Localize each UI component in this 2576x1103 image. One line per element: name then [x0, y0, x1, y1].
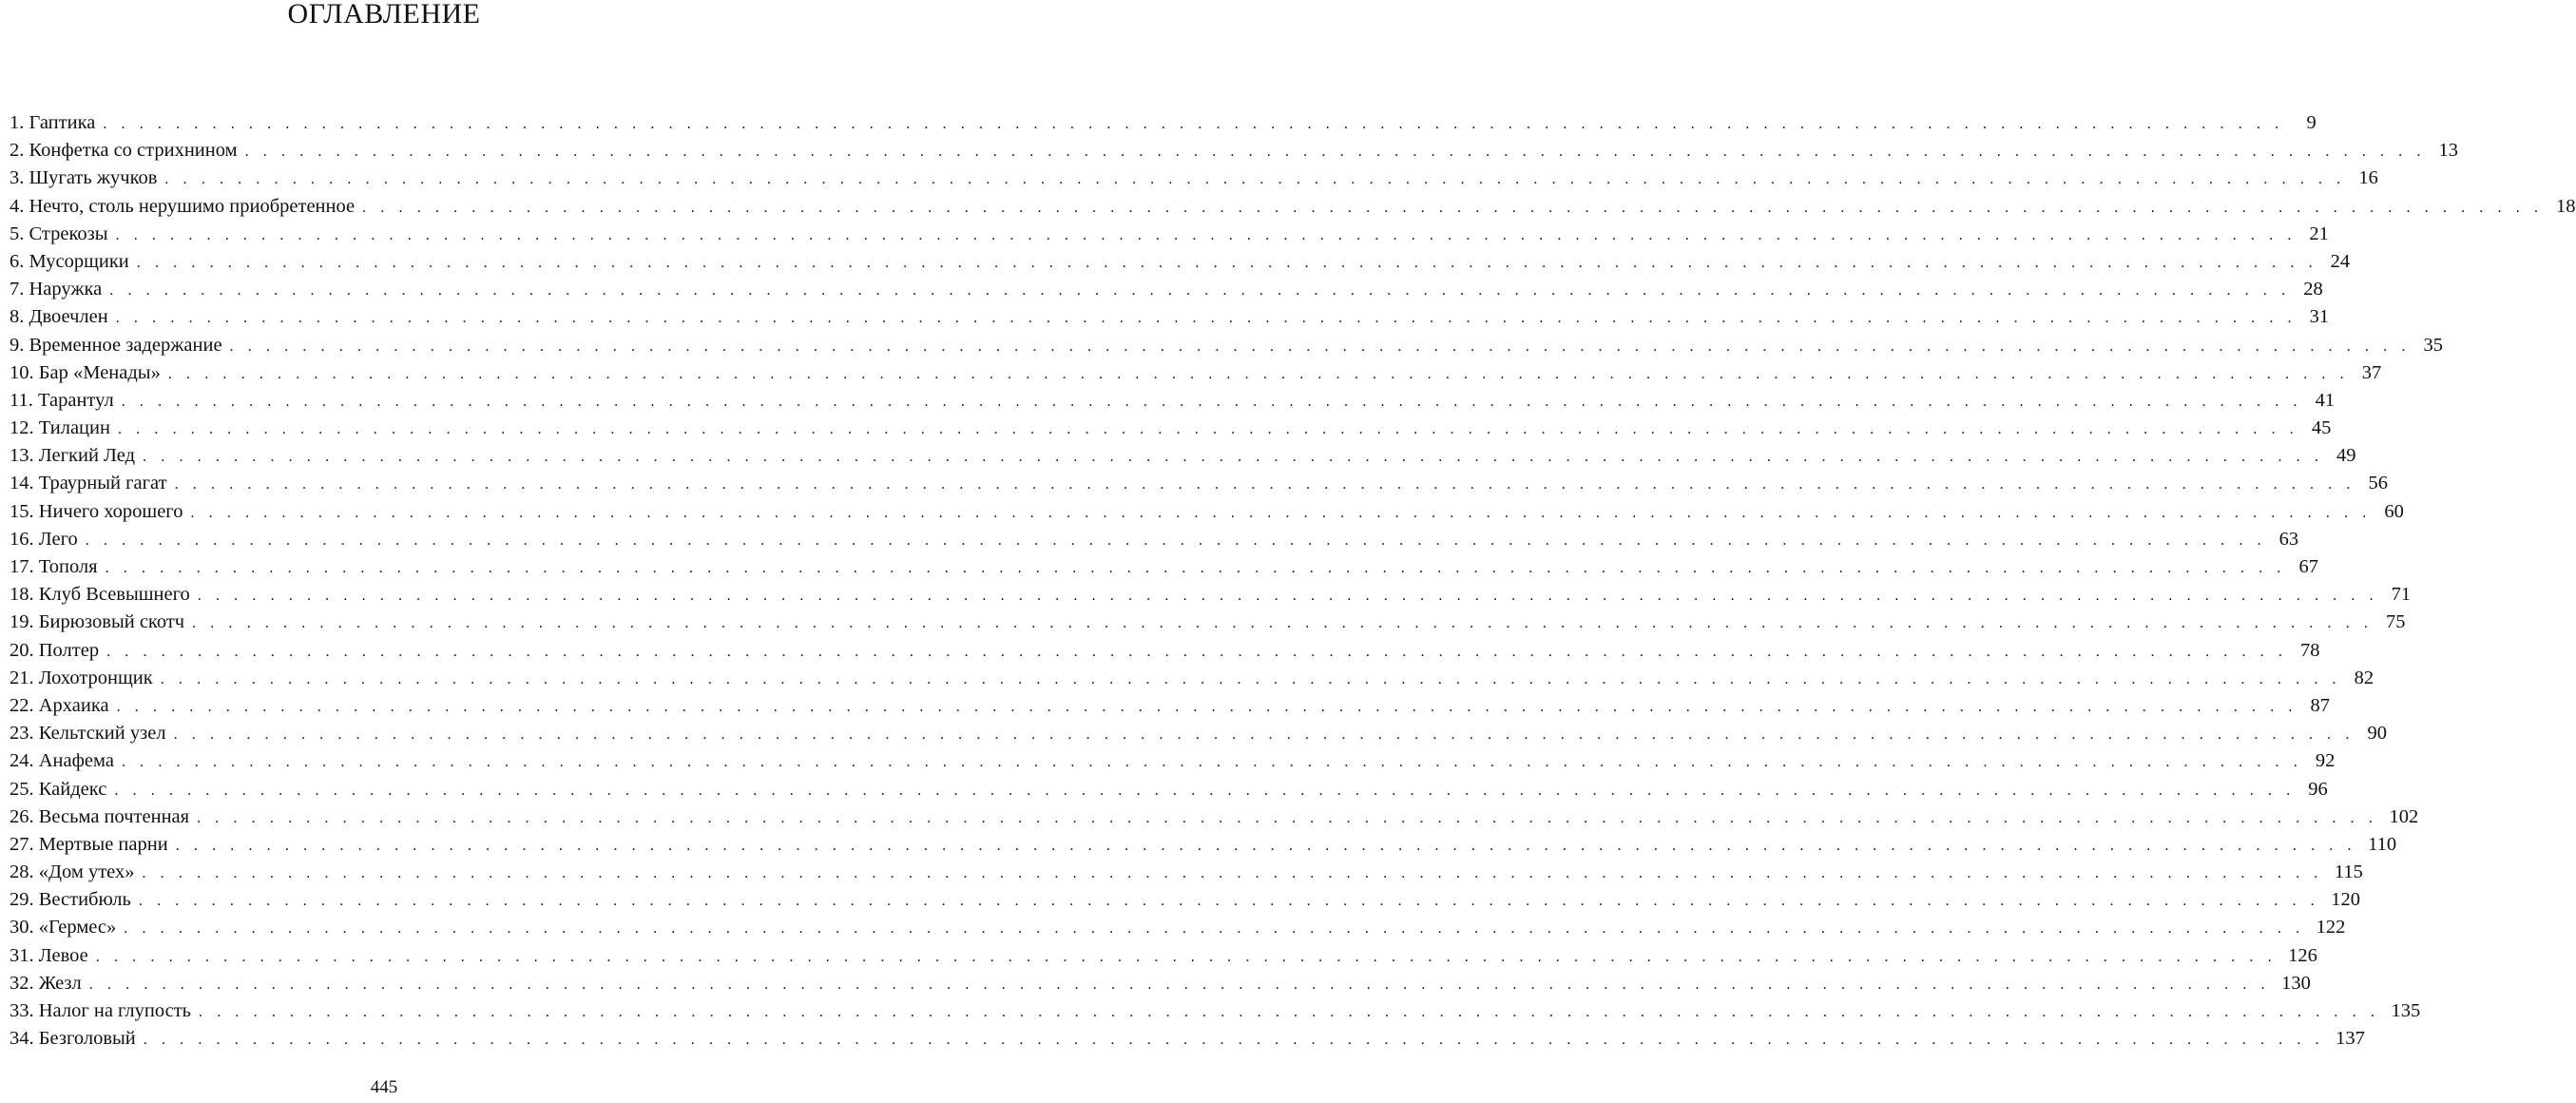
- toc-entry-title: 2. Конфетка со стрихнином: [10, 140, 238, 162]
- toc-entry-page: 35: [2423, 334, 2443, 356]
- dot-leader: . . . . . . . . . . . . . . . . . . . . . . . . . . . . . . . . . . . . . . . . . . . . . . . . . . . . . . . . . . . . . . . . . . . . . . . . . . . . . . . . . . . . . . . . . . . . . . . . . . . . . . . . . . . . . . . . . . . . . . . .: [115, 226, 2297, 243]
- toc-entry[interactable]: [10, 137, 2458, 164]
- toc-entry[interactable]: [10, 886, 2361, 914]
- toc-entry-page: 16: [2358, 167, 2378, 189]
- dot-leader: . . . . . . . . . . . . . . . . . . . . . . . . . . . . . . . . . . . . . . . . . . . . . . . . . . . . . . . . . . . . . . . . . . . . . . . . . . . . . . . . . . . . . . . . . . . . . . . . . . . . . . . . . . . . . . . . . . . . . . . .: [106, 643, 2288, 660]
- toc-entry-page: 87: [2310, 694, 2331, 716]
- toc-entry-page: 130: [2281, 972, 2311, 994]
- toc-entry[interactable]: [10, 914, 2346, 941]
- dot-leader: . . . . . . . . . . . . . . . . . . . . . . . . . . . . . . . . . . . . . . . . . . . . . . . . . . . . . . . . . . . . . . . . . . . . . . . . . . . . . . . . . . . . . . . . . . . . . . . . . . . . . . . . . . . . . . . . . . . . . . . .: [142, 865, 2323, 882]
- toc-entry-page: 28: [2303, 279, 2323, 300]
- toc-entry-title: 11. Тарантул: [10, 389, 114, 411]
- dot-leader: . . . . . . . . . . . . . . . . . . . . . . . . . . . . . . . . . . . . . . . . . . . . . . . . . . . . . . . . . . . . . . . . . . . . . . . . . . . . . . . . . . . . . . . . . . . . . . . . . . . . . . . . . . . . . . . . . . . . . . . .: [175, 837, 2357, 854]
- toc-entry[interactable]: [10, 665, 2374, 692]
- dot-leader: . . . . . . . . . . . . . . . . . . . . . . . . . . . . . . . . . . . . . . . . . . . . . . . . . . . . . . . . . . . . . . . . . . . . . . . . . . . . . . . . . . . . . . . . . . . . . . . . . . . . . . . . . . . . . . . . . . . . . . . .: [160, 670, 2342, 687]
- dot-leader: . . . . . . . . . . . . . . . . . . . . . . . . . . . . . . . . . . . . . . . . . . . . . . . . . . . . . . . . . . . . . . . . . . . . . . . . . . . . . . . . . . . . . . . . . . . . . . . . . . . . . . . . . . . . . . . . . . . . . . . .: [190, 504, 2372, 521]
- toc-entry-title: 1. Гаптика: [10, 112, 96, 133]
- toc-entry-page: 9: [2306, 112, 2316, 133]
- toc-entry[interactable]: [10, 276, 2323, 303]
- page-title: ОГЛАВЛЕНИЕ: [287, 0, 481, 29]
- toc-entry-title: 21. Лохотронщик: [10, 667, 153, 688]
- toc-entry[interactable]: [10, 831, 2397, 859]
- dot-leader: . . . . . . . . . . . . . . . . . . . . . . . . . . . . . . . . . . . . . . . . . . . . . . . . . . . . . . . . . . . . . . . . . . . . . . . . . . . . . . . . . . . . . . . . . . . . . . . . . . . . . . . . . . . . . . . . . . . . . . . .: [105, 560, 2286, 576]
- toc-entry-title: 34. Безголовый: [10, 1028, 136, 1050]
- toc-entry-page: 67: [2298, 556, 2318, 577]
- dot-leader: . . . . . . . . . . . . . . . . . . . . . . . . . . . . . . . . . . . . . . . . . . . . . . . . . . . . . . . . . . . . . . . . . . . . . . . . . . . . . . . . . . . . . . . . . . . . . . . . . . . . . . . . . . . . . . . . . . . . . . . .: [109, 282, 2291, 300]
- dot-leader: . . . . . . . . . . . . . . . . . . . . . . . . . . . . . . . . . . . . . . . . . . . . . . . . . . . . . . . . . . . . . . . . . . . . . . . . . . . . . . . . . . . . . . . . . . . . . . . . . . . . . . . . . . . . . . . . . . . . . . . .: [114, 782, 2296, 799]
- toc-entry-title: 6. Мусорщики: [10, 250, 129, 272]
- toc-entry-title: 5. Стрекозы: [10, 223, 108, 244]
- toc-entry[interactable]: [10, 747, 2336, 775]
- toc-entry-page: 102: [2389, 805, 2419, 827]
- dot-leader: . . . . . . . . . . . . . . . . . . . . . . . . . . . . . . . . . . . . . . . . . . . . . . . . . . . . . . . . . . . . . . . . . . . . . . . . . . . . . . . . . . . . . . . . . . . . . . . . . . . . . . . . . . . . . . . . . . . . . . . .: [138, 893, 2320, 910]
- toc-entry-page: 122: [2316, 917, 2346, 939]
- dot-leader: . . . . . . . . . . . . . . . . . . . . . . . . . . . . . . . . . . . . . . . . . . . . . . . . . . . . . . . . . . . . . . . . . . . . . . . . . . . . . . . . . . . . . . . . . . . . . . . . . . . . . . . . . . . . . . . . . . . . . . . .: [192, 615, 2374, 632]
- toc-entry-page: 126: [2288, 944, 2317, 966]
- toc-entry-title: 19. Бирюзовый скотч: [10, 611, 185, 633]
- toc-entry[interactable]: [10, 359, 2382, 387]
- table-of-contents: [10, 109, 2576, 1053]
- toc-entry-page: 110: [2368, 833, 2397, 855]
- toc-entry-title: 30. «Гермес»: [10, 917, 117, 939]
- toc-entry-title: 22. Архаика: [10, 694, 109, 716]
- dot-leader: . . . . . . . . . . . . . . . . . . . . . . . . . . . . . . . . . . . . . . . . . . . . . . . . . . . . . . . . . . . . . . . . . . . . . . . . . . . . . . . . . . . . . . . . . . . . . . . . . . . . . . . . . . . . . . . . . . . . . . . .: [124, 920, 2305, 938]
- toc-entry-title: 10. Бар «Менады»: [10, 361, 161, 383]
- toc-entry-title: 25. Кайдекс: [10, 778, 107, 800]
- dot-leader: . . . . . . . . . . . . . . . . . . . . . . . . . . . . . . . . . . . . . . . . . . . . . . . . . . . . . . . . . . . . . . . . . . . . . . . . . . . . . . . . . . . . . . . . . . . . . . . . . . . . . . . . . . . . . . . . . . . . . . . .: [174, 476, 2355, 493]
- toc-entry-page: 24: [2330, 250, 2351, 272]
- toc-entry-page: 71: [2391, 584, 2412, 606]
- toc-entry[interactable]: [10, 553, 2318, 581]
- toc-entry-page: 82: [2354, 667, 2374, 688]
- page-number: 445: [370, 1077, 398, 1097]
- toc-entry-title: 9. Временное задержание: [10, 334, 222, 356]
- toc-entry-page: 49: [2336, 445, 2356, 467]
- toc-entry-page: 120: [2331, 889, 2361, 911]
- toc-entry-page: 21: [2309, 223, 2329, 244]
- toc-entry[interactable]: [10, 997, 2421, 1025]
- toc-entry[interactable]: [10, 720, 2387, 747]
- toc-entry[interactable]: [10, 970, 2311, 997]
- dot-leader: . . . . . . . . . . . . . . . . . . . . . . . . . . . . . . . . . . . . . . . . . . . . . . . . . . . . . . . . . . . . . . . . . . . . . . . . . . . . . . . . . . . . . . . . . . . . . . . . . . . . . . . . . . . . . . . . . . . . . . . .: [121, 393, 2303, 410]
- toc-entry-title: 13. Легкий Лед: [10, 445, 136, 467]
- toc-entry-page: 13: [2438, 140, 2458, 162]
- toc-entry[interactable]: [10, 193, 2576, 221]
- toc-entry-page: 56: [2368, 473, 2388, 494]
- toc-entry[interactable]: [10, 498, 2404, 526]
- toc-entry-title: 20. Полтер: [10, 639, 100, 661]
- toc-entry-title: 14. Траурный гагат: [10, 473, 167, 494]
- toc-entry-title: 23. Кельтский узел: [10, 723, 166, 745]
- toc-entry-title: 16. Лего: [10, 528, 78, 550]
- toc-entry[interactable]: [10, 526, 2299, 553]
- dot-leader: . . . . . . . . . . . . . . . . . . . . . . . . . . . . . . . . . . . . . . . . . . . . . . . . . . . . . . . . . . . . . . . . . . . . . . . . . . . . . . . . . . . . . . . . . . . . . . . . . . . . . . . . . . . . . . . . . . . . . . . .: [167, 365, 2350, 382]
- toc-entry[interactable]: [10, 332, 2443, 359]
- toc-entry[interactable]: [10, 776, 2328, 803]
- toc-entry-title: 18. Клуб Всевышнего: [10, 584, 190, 606]
- dot-leader: . . . . . . . . . . . . . . . . . . . . . . . . . . . . . . . . . . . . . . . . . . . . . . . . . . . . . . . . . . . . . . . . . . . . . . . . . . . . . . . . . . . . . . . . . . . . . . . . . . . . . . . . . . . . . . . . . . . . . . . .: [197, 809, 2378, 826]
- dot-leader: . . . . . . . . . . . . . . . . . . . . . . . . . . . . . . . . . . . . . . . . . . . . . . . . . . . . . . . . . . . . . . . . . . . . . . . . . . . . . . . . . . . . . . . . . . . . . . . . . . . . . . . . . . . . . . . . . . . . . . . .: [116, 698, 2298, 715]
- toc-entry-page: 45: [2311, 417, 2332, 439]
- toc-entry-page: 31: [2309, 306, 2330, 328]
- toc-entry-title: 3. Шугать жучков: [10, 167, 158, 189]
- toc-entry-page: 96: [2308, 778, 2328, 800]
- toc-entry-title: 8. Двоечлен: [10, 306, 108, 328]
- toc-entry[interactable]: [10, 221, 2329, 248]
- toc-entry-page: 137: [2336, 1028, 2365, 1050]
- toc-entry-title: 24. Анафема: [10, 750, 114, 772]
- toc-entry-page: 78: [2299, 639, 2320, 661]
- toc-entry[interactable]: [10, 942, 2317, 970]
- toc-entry-title: 26. Весьма почтенная: [10, 805, 190, 827]
- dot-leader: . . . . . . . . . . . . . . . . . . . . . . . . . . . . . . . . . . . . . . . . . . . . . . . . . . . . . . . . . . . . . . . . . . . . . . . . . . . . . . . . . . . . . . . . . . . . . . . . . . . . . . . . . . . . . . . . . . . . . . . .: [88, 976, 2271, 993]
- dot-leader: . . . . . . . . . . . . . . . . . . . . . . . . . . . . . . . . . . . . . . . . . . . . . . . . . . . . . . . . . . . . . . . . . . . . . . . . . . . . . . . . . . . . . . . . . . . . . . . . . . . . . . . . . . . . . . . . . . . . . . . .: [136, 254, 2318, 271]
- toc-entry[interactable]: [10, 109, 2316, 137]
- toc-entry[interactable]: [10, 442, 2356, 470]
- dot-leader: . . . . . . . . . . . . . . . . . . . . . . . . . . . . . . . . . . . . . . . . . . . . . . . . . . . . . . . . . . . . . . . . . . . . . . . . . . . . . . . . . . . . . . . . . . . . . . . . . . . . . . . . . . . . . . . . . . . . . . . .: [362, 199, 2544, 216]
- toc-entry[interactable]: [10, 470, 2388, 497]
- toc-entry[interactable]: [10, 803, 2419, 831]
- dot-leader: . . . . . . . . . . . . . . . . . . . . . . . . . . . . . . . . . . . . . . . . . . . . . . . . . . . . . . . . . . . . . . . . . . . . . . . . . . . . . . . . . . . . . . . . . . . . . . . . . . . . . . . . . . . . . . . . . . . . . . . .: [229, 338, 2411, 355]
- dot-leader: . . . . . . . . . . . . . . . . . . . . . . . . . . . . . . . . . . . . . . . . . . . . . . . . . . . . . . . . . . . . . . . . . . . . . . . . . . . . . . . . . . . . . . . . . . . . . . . . . . . . . . . . . . . . . . . . . . . . . . . .: [103, 116, 2284, 132]
- toc-entry[interactable]: [10, 692, 2331, 720]
- toc-entry-title: 27. Мертвые парни: [10, 833, 168, 855]
- toc-entry-title: 29. Вестибюль: [10, 889, 131, 911]
- toc-entry-title: 28. «Дом утех»: [10, 861, 135, 883]
- toc-entry-page: 115: [2334, 861, 2363, 883]
- toc-entry-page: 60: [2384, 500, 2404, 522]
- dot-leader: . . . . . . . . . . . . . . . . . . . . . . . . . . . . . . . . . . . . . . . . . . . . . . . . . . . . . . . . . . . . . . . . . . . . . . . . . . . . . . . . . . . . . . . . . . . . . . . . . . . . . . . . . . . . . . . . . . . . . . . .: [95, 948, 2278, 965]
- toc-entry[interactable]: [10, 303, 2330, 331]
- toc-entry-title: 31. Левое: [10, 944, 88, 966]
- toc-entry[interactable]: [10, 609, 2406, 636]
- toc-entry[interactable]: [10, 248, 2351, 276]
- toc-entry-title: 17. Тополя: [10, 556, 98, 577]
- toc-entry-page: 92: [2315, 750, 2336, 772]
- dot-leader: . . . . . . . . . . . . . . . . . . . . . . . . . . . . . . . . . . . . . . . . . . . . . . . . . . . . . . . . . . . . . . . . . . . . . . . . . . . . . . . . . . . . . . . . . . . . . . . . . . . . . . . . . . . . . . . . . . . . . . . .: [173, 726, 2355, 744]
- toc-entry-page: 90: [2367, 723, 2387, 745]
- toc-entry-title: 4. Нечто, столь нерушимо приобретенное: [10, 195, 356, 217]
- dot-leader: . . . . . . . . . . . . . . . . . . . . . . . . . . . . . . . . . . . . . . . . . . . . . . . . . . . . . . . . . . . . . . . . . . . . . . . . . . . . . . . . . . . . . . . . . . . . . . . . . . . . . . . . . . . . . . . . . . . . . . . .: [115, 310, 2297, 327]
- dot-leader: . . . . . . . . . . . . . . . . . . . . . . . . . . . . . . . . . . . . . . . . . . . . . . . . . . . . . . . . . . . . . . . . . . . . . . . . . . . . . . . . . . . . . . . . . . . . . . . . . . . . . . . . . . . . . . . . . . . . . . . .: [143, 1032, 2325, 1049]
- dot-leader: . . . . . . . . . . . . . . . . . . . . . . . . . . . . . . . . . . . . . . . . . . . . . . . . . . . . . . . . . . . . . . . . . . . . . . . . . . . . . . . . . . . . . . . . . . . . . . . . . . . . . . . . . . . . . . . . . . . . . . . .: [197, 588, 2379, 605]
- dot-leader: . . . . . . . . . . . . . . . . . . . . . . . . . . . . . . . . . . . . . . . . . . . . . . . . . . . . . . . . . . . . . . . . . . . . . . . . . . . . . . . . . . . . . . . . . . . . . . . . . . . . . . . . . . . . . . . . . . . . . . . .: [117, 421, 2299, 438]
- toc-entry-page: 41: [2315, 389, 2336, 411]
- toc-entry[interactable]: [10, 637, 2320, 665]
- toc-entry[interactable]: [10, 859, 2363, 886]
- toc-entry-title: 32. Жезл: [10, 972, 82, 994]
- toc-entry[interactable]: [10, 387, 2336, 415]
- toc-entry-title: 15. Ничего хорошего: [10, 500, 183, 522]
- toc-entry[interactable]: [10, 581, 2412, 609]
- toc-entry[interactable]: [10, 415, 2332, 442]
- dot-leader: . . . . . . . . . . . . . . . . . . . . . . . . . . . . . . . . . . . . . . . . . . . . . . . . . . . . . . . . . . . . . . . . . . . . . . . . . . . . . . . . . . . . . . . . . . . . . . . . . . . . . . . . . . . . . . . . . . . . . . . .: [244, 144, 2426, 161]
- dot-leader: . . . . . . . . . . . . . . . . . . . . . . . . . . . . . . . . . . . . . . . . . . . . . . . . . . . . . . . . . . . . . . . . . . . . . . . . . . . . . . . . . . . . . . . . . . . . . . . . . . . . . . . . . . . . . . . . . . . . . . . .: [143, 449, 2324, 466]
- dot-leader: . . . . . . . . . . . . . . . . . . . . . . . . . . . . . . . . . . . . . . . . . . . . . . . . . . . . . . . . . . . . . . . . . . . . . . . . . . . . . . . . . . . . . . . . . . . . . . . . . . . . . . . . . . . . . . . . . . . . . . . .: [164, 171, 2346, 188]
- toc-entry-page: 135: [2391, 1000, 2421, 1021]
- toc-entry-page: 63: [2278, 528, 2299, 550]
- toc-entry[interactable]: [10, 164, 2378, 192]
- toc-entry-page: 37: [2361, 361, 2382, 383]
- dot-leader: . . . . . . . . . . . . . . . . . . . . . . . . . . . . . . . . . . . . . . . . . . . . . . . . . . . . . . . . . . . . . . . . . . . . . . . . . . . . . . . . . . . . . . . . . . . . . . . . . . . . . . . . . . . . . . . . . . . . . . . .: [199, 1004, 2380, 1020]
- toc-entry-page: 75: [2386, 611, 2406, 633]
- dot-leader: . . . . . . . . . . . . . . . . . . . . . . . . . . . . . . . . . . . . . . . . . . . . . . . . . . . . . . . . . . . . . . . . . . . . . . . . . . . . . . . . . . . . . . . . . . . . . . . . . . . . . . . . . . . . . . . . . . . . . . . .: [121, 754, 2303, 771]
- toc-entry-page: 18: [2556, 195, 2576, 217]
- toc-entry-title: 12. Тилацин: [10, 417, 110, 439]
- toc-entry[interactable]: [10, 1025, 2365, 1053]
- dot-leader: . . . . . . . . . . . . . . . . . . . . . . . . . . . . . . . . . . . . . . . . . . . . . . . . . . . . . . . . . . . . . . . . . . . . . . . . . . . . . . . . . . . . . . . . . . . . . . . . . . . . . . . . . . . . . . . . . . . . . . . .: [85, 532, 2267, 549]
- toc-entry-title: 33. Налог на глупость: [10, 1000, 192, 1021]
- toc-entry-title: 7. Наружка: [10, 279, 103, 300]
